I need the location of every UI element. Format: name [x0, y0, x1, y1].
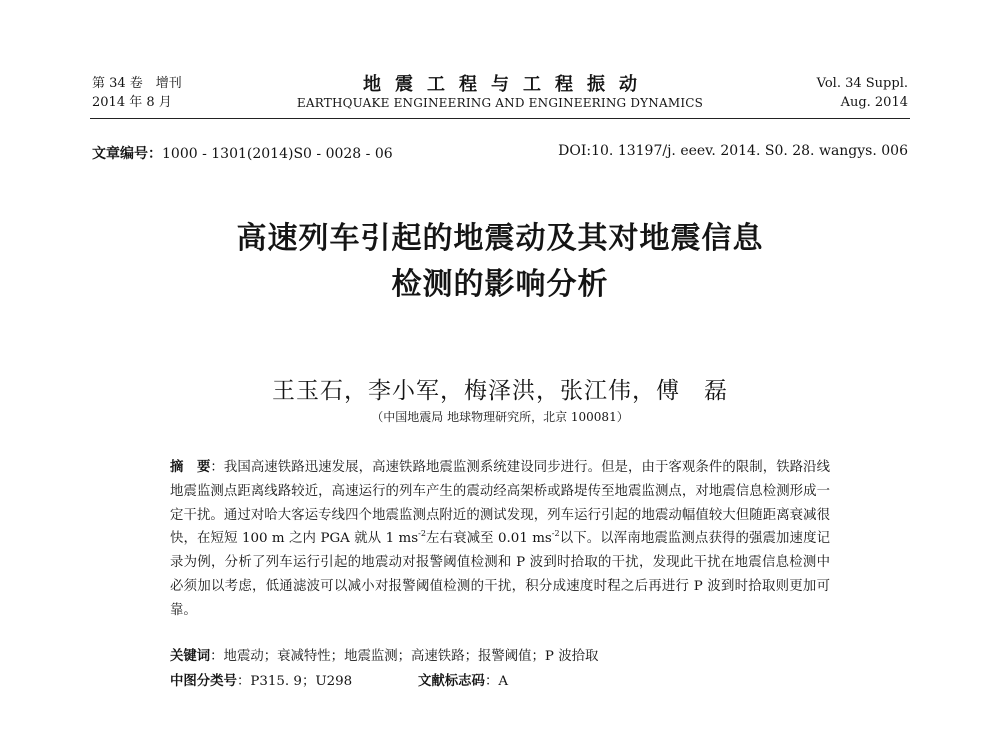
keywords-text: ：地震动；衰减特性；地震监测；高速铁路；报警阈值；P 波拾取	[210, 649, 599, 664]
header-left	[92, 74, 182, 112]
abstract-text-3: 以下。以浑南地震监测点获得的强震加速度记录为例，分析了列车运行引起的地震动对报警阈值检测和 P 波到时拾取的干扰，发现此干扰在地震信息检测中必须加以考虑，低通滤波可以减小对报警阈值检测的干扰，积分成速度时程之后再进行 P 波到时拾取则更加可靠。	[170, 531, 830, 618]
paper-title	[0, 216, 1000, 308]
doc-code-text: ：A	[484, 674, 509, 689]
title-line-1: 高速列车引起的地震动及其对地震信息	[236, 221, 764, 256]
abstract-sup-1: -2	[418, 529, 426, 539]
document-code	[418, 671, 508, 693]
keywords	[170, 646, 830, 668]
abstract	[170, 456, 830, 623]
header-right	[817, 74, 908, 112]
abstract-sup-2: -2	[551, 529, 560, 539]
journal-title-en: EARTHQUAKE ENGINEERING AND ENGINEERING DYNAMICS	[296, 96, 704, 110]
header-center	[272, 74, 728, 112]
doi: DOI:10. 13197/j. eeev. 2014. S0. 28. wangys. 006	[558, 143, 908, 159]
article-meta	[92, 143, 908, 163]
header-rule	[90, 118, 910, 119]
date-en: Aug. 2014	[840, 95, 908, 110]
article-number	[92, 143, 393, 163]
authors: 王玉石，李小军，梅泽洪，张江伟，傅 磊	[272, 378, 728, 404]
abstract-text-2: 左右衰减至 0.01 ms	[425, 531, 552, 547]
journal-header	[92, 74, 908, 114]
volume-en: Vol. 34 Suppl.	[816, 76, 908, 91]
title-line-2: 检测的影响分析	[391, 267, 609, 302]
date-cn: 2014 年 8 月	[92, 95, 172, 110]
clc-text: ：P315. 9；U298	[236, 674, 353, 689]
clc-label: 中图分类号	[170, 674, 237, 689]
abstract-text-1: ：我国高速铁路迅速发展，高速铁路地震监测系统建设同步进行。但是，由于客观条件的限制，铁路沿线地震监测点距离线路较近，高速运行的列车产生的震动经高架桥或路堤传至地震监测点，对地震信息检测形成一定干扰。通过对哈大客运专线四个地震监测点附近的测试发现，列车运行引起的地震动幅值较大但随距离衰减很快，在短短 100 m 之内 PGA 就从 1 ms	[170, 460, 831, 547]
affiliation: （中国地震局 地球物理研究所，北京 100081）	[371, 410, 629, 424]
keywords-label: 关键词	[170, 649, 211, 664]
classification	[170, 671, 830, 693]
volume-issue: 第 34 卷 增刊	[92, 76, 182, 91]
abstract-label: 摘 要	[170, 460, 211, 475]
article-number-label: 文章编号：	[92, 146, 162, 162]
doc-code-label: 文献标志码	[418, 674, 485, 689]
article-number-value: 1000 - 1301(2014)S0 - 0028 - 06	[162, 146, 393, 162]
journal-title-cn: 地震工程与工程振动	[363, 74, 651, 95]
